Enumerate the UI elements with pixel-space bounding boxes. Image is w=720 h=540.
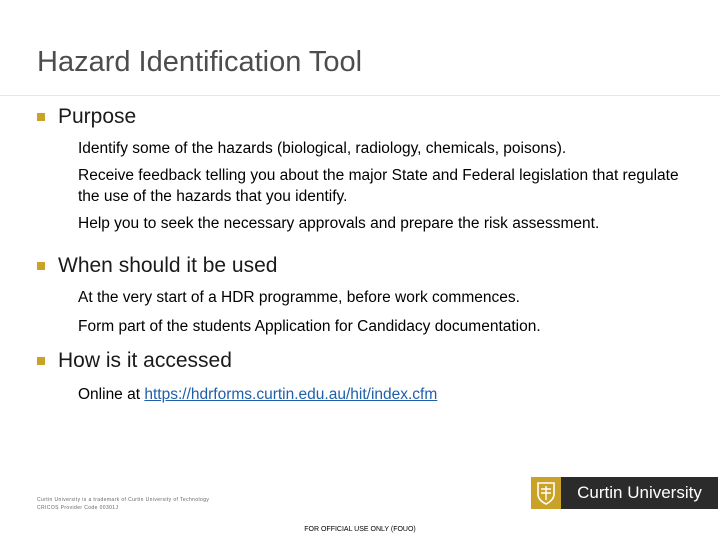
slide-title: Hazard Identification Tool (37, 46, 363, 78)
list-item: At the very start of a HDR programme, before work commences. (78, 289, 520, 306)
section-heading (37, 349, 698, 373)
section-heading (37, 105, 698, 129)
square-bullet-icon (37, 357, 45, 365)
section-heading-text: How is it accessed (58, 349, 232, 372)
curtin-logo (531, 477, 718, 509)
classification-label: FOR OFFICIAL USE ONLY (FOUO) (304, 526, 416, 533)
logo-text: Curtin University (561, 477, 718, 509)
hit-form-link[interactable]: https://hdrforms.curtin.edu.au/hit/index.cfm (144, 386, 438, 403)
section-when (37, 254, 698, 337)
curtin-crest-icon (531, 477, 561, 509)
footer-trademark-line: Curtin University is a trademark of Curtin University of Technology (37, 497, 210, 503)
square-bullet-icon (37, 262, 45, 270)
list-item: Receive feedback telling you about the major State and Federal legislation that regulate the use of the hazards that you identify. (78, 167, 679, 205)
list-item (78, 384, 698, 405)
section-heading-text: When should it be used (58, 254, 278, 277)
list-item: Identify some of the hazards (biological, radiology, chemicals, poisons). (78, 140, 567, 157)
access-prefix: Online at (78, 386, 145, 403)
square-bullet-icon (37, 113, 45, 121)
list-item: Form part of the students Application for Candidacy documentation. (78, 318, 541, 335)
title-divider (0, 95, 720, 96)
section-purpose (37, 105, 698, 234)
footer-trademark (37, 496, 209, 512)
list-item: Help you to seek the necessary approvals and prepare the risk assessment. (78, 215, 600, 232)
footer-cricos-line: CRICOS Provider Code 00301J (37, 505, 119, 511)
section-heading-text: Purpose (58, 105, 137, 128)
section-heading (37, 254, 698, 278)
section-how (37, 349, 698, 405)
